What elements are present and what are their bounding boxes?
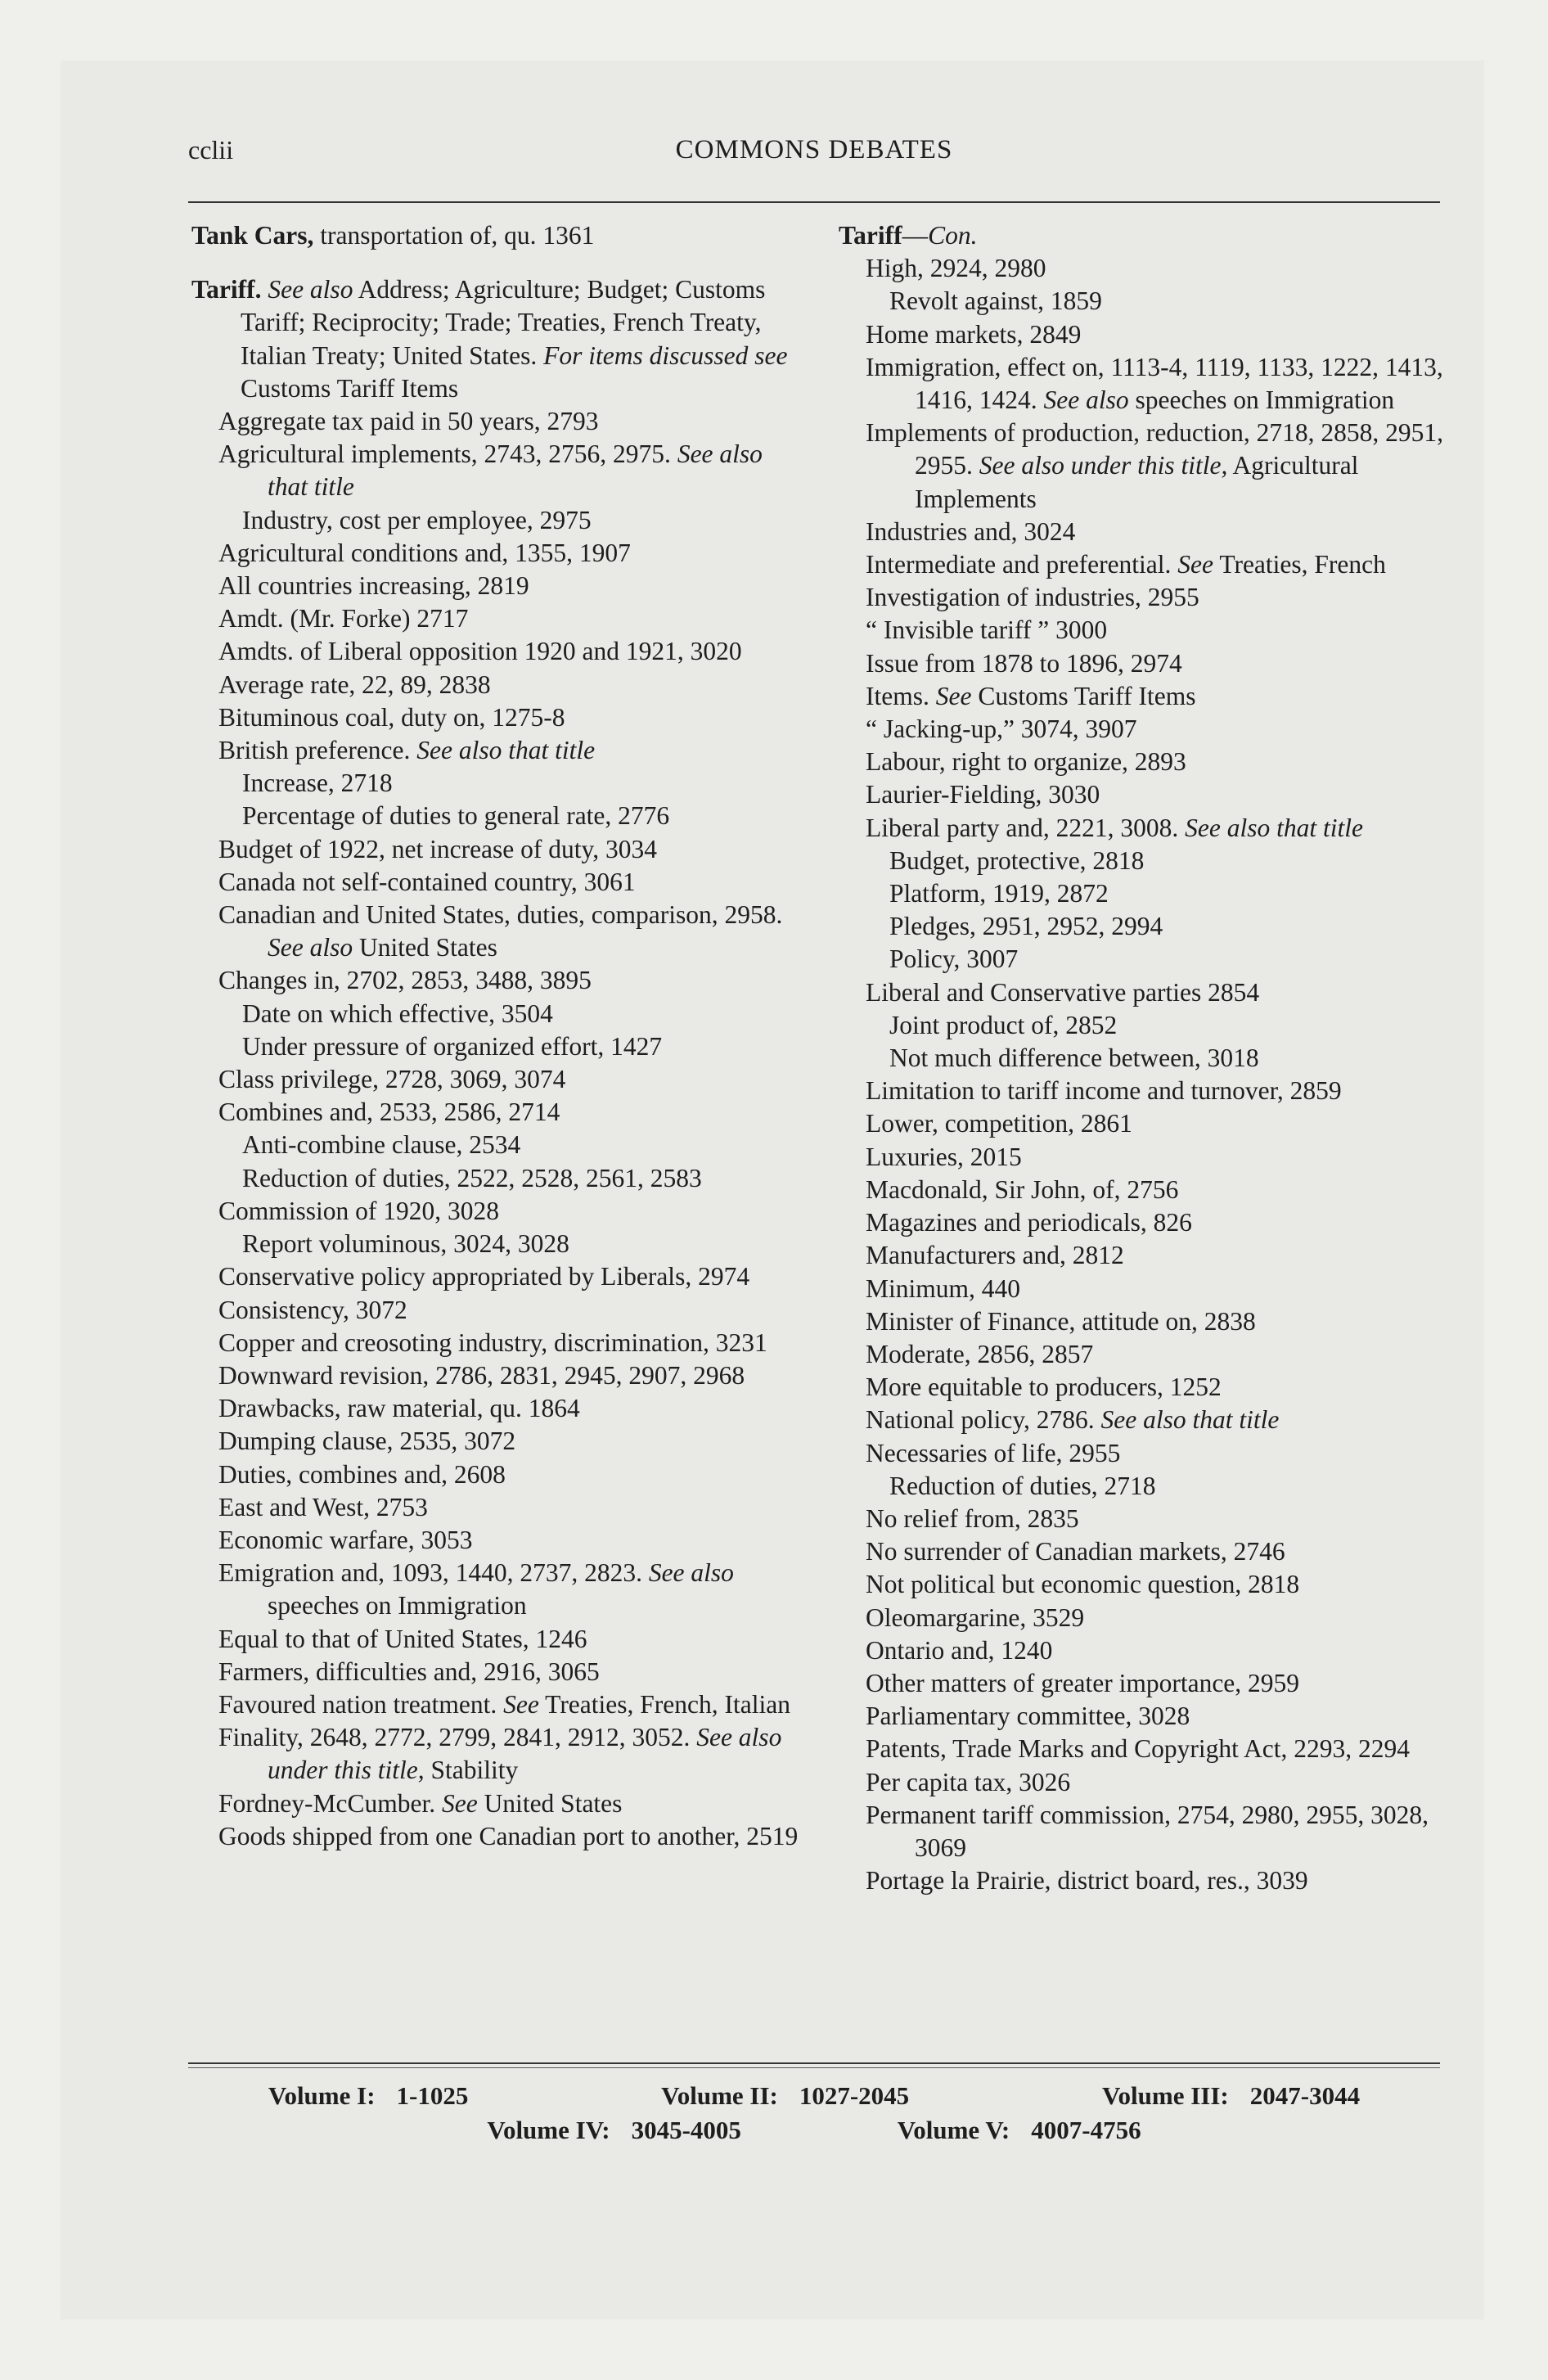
index-entry-text: Duties, combines and, 2608 bbox=[218, 1459, 506, 1489]
index-entry-text: Anti-combine clause, 2534 bbox=[242, 1130, 521, 1160]
index-subentry bbox=[218, 1721, 801, 1787]
footer-rule bbox=[188, 2062, 1440, 2064]
index-entry-text: Home markets, 2849 bbox=[866, 319, 1082, 349]
index-entry-text: Economic warfare, 3053 bbox=[218, 1525, 473, 1554]
index-entry-text: “ Invisible tariff ” 3000 bbox=[866, 615, 1108, 645]
index-entry-text: Consistency, 3072 bbox=[218, 1295, 407, 1324]
index-subentry bbox=[242, 800, 801, 832]
volume-range: 1-1025 bbox=[396, 2081, 469, 2110]
index-entry-text: Percentage of duties to general rate, 2776 bbox=[242, 801, 670, 831]
index-entry-text: No surrender of Canadian markets, 2746 bbox=[866, 1537, 1285, 1566]
index-entry-text: Conservative policy appropriated by Liberals, 2974 bbox=[218, 1262, 750, 1291]
index-subentry bbox=[218, 1195, 801, 1228]
index-subentry bbox=[218, 438, 801, 503]
volume-key-item bbox=[898, 2113, 1141, 2148]
index-entry-text: Policy, 3007 bbox=[889, 944, 1019, 974]
index-entry-text: British preference. See also that title bbox=[218, 736, 596, 765]
index-subentry bbox=[866, 812, 1460, 845]
index-subentry bbox=[218, 701, 801, 734]
index-entry-text: Increase, 2718 bbox=[242, 769, 393, 798]
index-entry-text: East and West, 2753 bbox=[218, 1492, 428, 1521]
index-subentry bbox=[866, 1568, 1460, 1601]
index-entry-text: Magazines and periodicals, 826 bbox=[866, 1208, 1192, 1237]
volume-key bbox=[172, 2079, 1456, 2148]
index-entry-text: Labour, right to organize, 2893 bbox=[866, 747, 1186, 777]
index-entry-text: Budget of 1922, net increase of duty, 3034 bbox=[218, 834, 657, 863]
index-entry-text: Finality, 2648, 2772, 2799, 2841, 2912, 3052. See also under this title, Stability bbox=[218, 1723, 782, 1785]
index-entry-text: Ontario and, 1240 bbox=[866, 1635, 1053, 1665]
index-entry-text: Liberal party and, 2221, 3008. See also that title bbox=[866, 813, 1363, 842]
index-column-left bbox=[191, 219, 801, 1853]
index-subentry bbox=[866, 976, 1460, 1009]
index-entry-text: Laurier-Fielding, 3030 bbox=[866, 780, 1100, 809]
index-entry-text: Pledges, 2951, 2952, 2994 bbox=[889, 912, 1163, 941]
index-entry-text: —Con. bbox=[902, 221, 978, 250]
index-subentry bbox=[218, 1656, 801, 1688]
index-entry-text: Aggregate tax paid in 50 years, 2793 bbox=[218, 407, 599, 436]
volume-key-item bbox=[487, 2113, 740, 2148]
volume-label: Volume III: bbox=[1102, 2081, 1229, 2110]
index-entry-text: No relief from, 2835 bbox=[866, 1503, 1079, 1533]
index-subentry bbox=[866, 318, 1460, 351]
index-subentry bbox=[218, 1688, 801, 1721]
page-number: cclii bbox=[188, 135, 234, 165]
index-entry-text: Not political but economic question, 2818 bbox=[866, 1570, 1300, 1599]
index-subentry bbox=[242, 998, 801, 1030]
index-subentry bbox=[218, 1458, 801, 1491]
index-subentry bbox=[242, 1228, 801, 1260]
index-subentry bbox=[866, 1864, 1460, 1897]
index-subentry bbox=[866, 1503, 1460, 1535]
index-entry-text: Platform, 1919, 2872 bbox=[889, 879, 1109, 908]
index-entry-text: Issue from 1878 to 1896, 2974 bbox=[866, 648, 1182, 678]
index-subentry bbox=[866, 1305, 1460, 1338]
index-subentry bbox=[218, 1260, 801, 1293]
index-entry-text: Manufacturers and, 2812 bbox=[866, 1241, 1124, 1270]
volume-range: 4007-4756 bbox=[1031, 2116, 1141, 2144]
index-subentry bbox=[866, 1141, 1460, 1174]
volume-range: 1027-2045 bbox=[799, 2081, 910, 2110]
index-entry-text: Agricultural implements, 2743, 2756, 2975. See also that title bbox=[218, 439, 763, 502]
volume-label: Volume V: bbox=[897, 2116, 1010, 2144]
page-header bbox=[188, 135, 1440, 184]
index-subentry bbox=[218, 602, 801, 635]
index-entry-text: Minister of Finance, attitude on, 2838 bbox=[866, 1306, 1256, 1336]
index-subentry bbox=[866, 351, 1460, 417]
index-entry-text: Immigration, effect on, 1113-4, 1119, 1133, 1222, 1413, 1416, 1424. See also speeches on Immigration bbox=[866, 352, 1443, 415]
index-entry-text: Luxuries, 2015 bbox=[866, 1142, 1022, 1171]
index-subentry bbox=[218, 537, 801, 570]
index-entry-text: Limitation to tariff income and turnover, 2859 bbox=[866, 1076, 1342, 1106]
index-subentry bbox=[218, 866, 801, 899]
index-subentry bbox=[866, 1404, 1460, 1436]
index-subentry bbox=[218, 1096, 801, 1129]
index-subentry bbox=[866, 1107, 1460, 1140]
index-heading-entry bbox=[191, 219, 801, 252]
index-subentry bbox=[218, 1524, 801, 1557]
index-entry-text: Under pressure of organized effort, 1427 bbox=[242, 1031, 663, 1061]
index-subentry bbox=[866, 1799, 1460, 1864]
index-subentry bbox=[218, 1294, 801, 1327]
index-subentry bbox=[218, 1327, 801, 1359]
index-subentry bbox=[218, 635, 801, 668]
index-column-right bbox=[839, 219, 1460, 1897]
index-entry-text: Revolt against, 1859 bbox=[889, 286, 1102, 316]
index-subentry bbox=[889, 943, 1460, 976]
index-subentry bbox=[866, 1535, 1460, 1568]
index-subentry bbox=[889, 285, 1460, 318]
index-subentry bbox=[218, 1820, 801, 1853]
index-subentry bbox=[866, 548, 1460, 581]
index-entry-text: Agricultural conditions and, 1355, 1907 bbox=[218, 538, 631, 567]
index-subentry bbox=[866, 746, 1460, 778]
index-entry-text: Combines and, 2533, 2586, 2714 bbox=[218, 1098, 560, 1127]
index-entry-text: High, 2924, 2980 bbox=[866, 254, 1046, 283]
index-entry-text: Intermediate and preferential. See Treaties, French bbox=[866, 550, 1386, 579]
index-subentry bbox=[242, 1030, 801, 1063]
index-entry-text: Equal to that of United States, 1246 bbox=[218, 1624, 587, 1653]
index-subentry bbox=[866, 1634, 1460, 1667]
index-entry-text: National policy, 2786. See also that title bbox=[866, 1405, 1280, 1435]
index-entry-text: Moderate, 2856, 2857 bbox=[866, 1339, 1094, 1368]
index-entry-text: Commission of 1920, 3028 bbox=[218, 1196, 500, 1225]
index-entry-text: Drawbacks, raw material, qu. 1864 bbox=[218, 1394, 580, 1423]
index-entry-text: Canadian and United States, duties, comparison, 2958. See also United States bbox=[218, 900, 783, 962]
index-subentry bbox=[218, 1491, 801, 1524]
index-entry-text: Date on which effective, 3504 bbox=[242, 998, 553, 1028]
index-subentry bbox=[889, 1042, 1460, 1075]
index-subentry bbox=[242, 1162, 801, 1195]
index-entry-text: Reduction of duties, 2522, 2528, 2561, 2583 bbox=[242, 1163, 702, 1192]
index-subentry bbox=[866, 1273, 1460, 1305]
footer-rule-thin bbox=[188, 2067, 1440, 2068]
index-entry-text: Other matters of greater importance, 2959 bbox=[866, 1668, 1300, 1697]
index-subentry bbox=[866, 647, 1460, 680]
index-subentry bbox=[889, 1009, 1460, 1042]
index-subentry bbox=[218, 964, 801, 997]
index-subentry bbox=[866, 1174, 1460, 1206]
index-subentry bbox=[218, 1623, 801, 1656]
index-entry-text: Dumping clause, 2535, 3072 bbox=[218, 1427, 516, 1456]
index-heading-entry bbox=[191, 273, 801, 405]
index-subentry bbox=[866, 1667, 1460, 1700]
index-subentry bbox=[218, 1359, 801, 1392]
index-entry-text: Patents, Trade Marks and Copyright Act, 2293, 2294 bbox=[866, 1734, 1410, 1764]
index-subentry bbox=[218, 1557, 801, 1622]
index-entry-text: Industry, cost per employee, 2975 bbox=[242, 505, 592, 534]
index-subentry bbox=[218, 1425, 801, 1458]
index-subentry bbox=[866, 516, 1460, 548]
index-entry-text: Per capita tax, 3026 bbox=[866, 1767, 1071, 1796]
index-entry-text: Budget, protective, 2818 bbox=[889, 845, 1145, 875]
index-subentry bbox=[218, 1063, 801, 1096]
index-subentry bbox=[242, 767, 801, 800]
index-subentry bbox=[889, 877, 1460, 910]
volume-key-item bbox=[661, 2079, 909, 2113]
index-entry-text: Amdts. of Liberal opposition 1920 and 1921, 3020 bbox=[218, 637, 742, 666]
index-subentry bbox=[866, 614, 1460, 647]
index-entry-text: Farmers, difficulties and, 2916, 3065 bbox=[218, 1657, 600, 1686]
index-heading: Tariff. bbox=[191, 275, 262, 304]
index-entry-text: Liberal and Conservative parties 2854 bbox=[866, 977, 1260, 1007]
index-heading: Tariff bbox=[839, 221, 902, 250]
index-subentry bbox=[866, 713, 1460, 746]
index-subentry bbox=[866, 680, 1460, 713]
index-subentry bbox=[218, 734, 801, 767]
index-entry-text: Oleomargarine, 3529 bbox=[866, 1602, 1085, 1632]
index-entry-text: Portage la Prairie, district board, res., 3039 bbox=[866, 1866, 1308, 1895]
index-subentry bbox=[866, 1437, 1460, 1470]
index-entry-text: Implements of production, reduction, 2718, 2858, 2951, 2955. See also under this title, Agricultural Implements bbox=[866, 418, 1444, 513]
volume-key-item bbox=[1102, 2079, 1360, 2113]
index-entry-text: Reduction of duties, 2718 bbox=[889, 1471, 1156, 1500]
index-subentry bbox=[218, 1392, 801, 1425]
volume-label: Volume II: bbox=[661, 2081, 778, 2110]
index-subentry bbox=[866, 1733, 1460, 1765]
index-entry-text: Fordney-McCumber. See United States bbox=[218, 1788, 623, 1818]
index-entry-text: Emigration and, 1093, 1440, 2737, 2823. See also speeches on Immigration bbox=[218, 1558, 734, 1620]
index-entry-text: Favoured nation treatment. See Treaties, French, Italian bbox=[218, 1689, 790, 1719]
index-entry-text: Minimum, 440 bbox=[866, 1273, 1021, 1303]
index-entry-text: All countries increasing, 2819 bbox=[218, 571, 529, 601]
volume-key-row-2 bbox=[172, 2113, 1456, 2148]
index-entry-text: Average rate, 22, 89, 2838 bbox=[218, 669, 491, 699]
index-subentry bbox=[866, 417, 1460, 516]
index-subentry bbox=[866, 1239, 1460, 1272]
volume-range: 2047-3044 bbox=[1249, 2081, 1361, 2110]
index-entry-text: Joint product of, 2852 bbox=[889, 1010, 1118, 1039]
index-entry-text: Parliamentary committee, 3028 bbox=[866, 1702, 1190, 1731]
index-subentry bbox=[218, 669, 801, 701]
index-entry-text: Canada not self-contained country, 3061 bbox=[218, 867, 636, 896]
index-entry-text: Report voluminous, 3024, 3028 bbox=[242, 1229, 569, 1259]
index-entry-text: Changes in, 2702, 2853, 3488, 3895 bbox=[218, 966, 592, 995]
index-subentry bbox=[889, 910, 1460, 943]
index-subentry bbox=[866, 252, 1460, 285]
index-entry-text: Necessaries of life, 2955 bbox=[866, 1438, 1121, 1467]
index-entry-text: Bituminous coal, duty on, 1275-8 bbox=[218, 702, 565, 732]
index-entry-text: Permanent tariff commission, 2754, 2980, 2955, 3028, 3069 bbox=[866, 1800, 1429, 1862]
index-subentry bbox=[889, 1470, 1460, 1503]
index-subentry bbox=[866, 1206, 1460, 1239]
index-subentry bbox=[242, 504, 801, 537]
index-entry-text: Lower, competition, 2861 bbox=[866, 1109, 1132, 1138]
volume-key-row-1 bbox=[172, 2079, 1456, 2113]
index-subentry bbox=[866, 1371, 1460, 1404]
index-subentry bbox=[218, 570, 801, 602]
index-entry-text: Goods shipped from one Canadian port to another, 2519 bbox=[218, 1821, 799, 1850]
index-entry-text: Not much difference between, 3018 bbox=[889, 1044, 1259, 1073]
volume-label: Volume I: bbox=[268, 2081, 376, 2110]
index-heading: Tank Cars, bbox=[191, 221, 314, 250]
index-heading-entry bbox=[839, 219, 1460, 252]
index-entry-text: Items. See Customs Tariff Items bbox=[866, 681, 1196, 710]
index-subentry bbox=[866, 1602, 1460, 1634]
index-subentry bbox=[866, 1700, 1460, 1733]
running-title: COMMONS DEBATES bbox=[675, 135, 953, 165]
index-subentry bbox=[866, 1075, 1460, 1107]
index-entry-text: Macdonald, Sir John, of, 2756 bbox=[866, 1174, 1179, 1204]
index-entry-text: Downward revision, 2786, 2831, 2945, 2907, 2968 bbox=[218, 1360, 745, 1390]
index-entry-text: “ Jacking-up,” 3074, 3907 bbox=[866, 714, 1137, 744]
index-subentry bbox=[218, 899, 801, 964]
volume-key-item bbox=[268, 2079, 468, 2113]
index-entry-text: Amdt. (Mr. Forke) 2717 bbox=[218, 604, 469, 633]
index-subentry bbox=[866, 1766, 1460, 1799]
index-subentry bbox=[218, 405, 801, 438]
index-subentry bbox=[242, 1129, 801, 1161]
index-entry-text: Class privilege, 2728, 3069, 3074 bbox=[218, 1065, 566, 1094]
volume-label: Volume IV: bbox=[487, 2116, 610, 2144]
index-entry-text: Investigation of industries, 2955 bbox=[866, 583, 1199, 612]
index-subentry bbox=[866, 581, 1460, 614]
index-entry-text: See also Address; Agriculture; Budget; Customs Tariff; Reciprocity; Trade; Treaties, French Treaty, Italian Treaty; United States. For items discussed see Customs Tariff Items bbox=[241, 275, 788, 403]
index-entry-text: Industries and, 3024 bbox=[866, 516, 1076, 546]
index-subentry bbox=[889, 845, 1460, 877]
index-subentry bbox=[218, 1787, 801, 1820]
index-entry-text: More equitable to producers, 1252 bbox=[866, 1373, 1222, 1402]
index-entry-text: transportation of, qu. 1361 bbox=[313, 221, 595, 250]
index-entry-text: Copper and creosoting industry, discrimination, 3231 bbox=[218, 1327, 767, 1357]
header-rule bbox=[188, 201, 1440, 203]
index-subentry bbox=[866, 1338, 1460, 1371]
volume-range: 3045-4005 bbox=[631, 2116, 741, 2144]
index-subentry bbox=[218, 833, 801, 866]
index-subentry bbox=[866, 778, 1460, 811]
